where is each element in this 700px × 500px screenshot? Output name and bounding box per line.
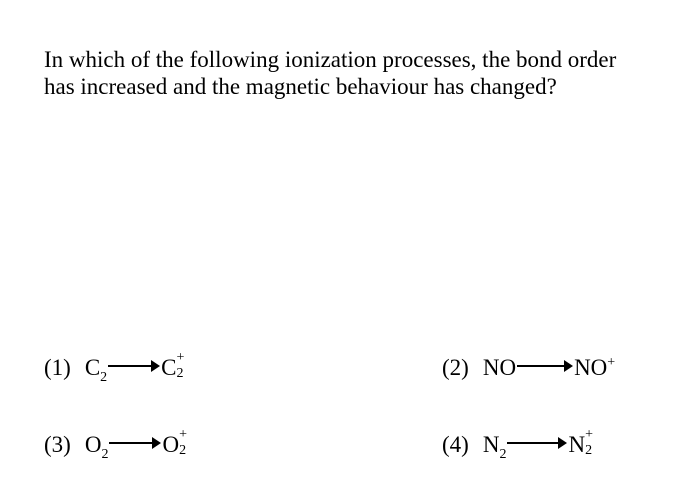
option-number: (4) — [442, 432, 469, 457]
option-1[interactable] — [44, 350, 186, 386]
product: O + 2 — [162, 427, 187, 458]
reaction-arrow-icon — [507, 436, 567, 450]
option-2[interactable] — [442, 354, 615, 386]
question-text — [44, 46, 664, 100]
option-number: (2) — [442, 355, 469, 380]
question-line-2: has increased and the magnetic behaviour has changed? — [44, 74, 557, 99]
product-superscript: + — [179, 427, 187, 442]
reaction-arrow-icon — [109, 436, 161, 450]
option-3[interactable] — [44, 427, 188, 463]
product: NO+ — [574, 355, 616, 380]
reactant: $O_2$ — [84, 432, 109, 462]
product-subscript: 2 — [179, 443, 187, 458]
reactant-subscript: 2 — [101, 447, 109, 462]
product-superscript: + — [607, 355, 616, 370]
option-4[interactable] — [442, 427, 594, 463]
reactant: $N_2$ — [482, 432, 507, 462]
reaction-arrow-icon — [108, 359, 160, 373]
product-superscript: + — [585, 427, 593, 442]
question-line-1: In which of the following ionization processes, the bond order — [44, 47, 617, 72]
reaction-arrow-icon — [517, 359, 573, 373]
product-subscript: 2 — [176, 366, 184, 381]
option-number: (3) — [44, 432, 71, 457]
reactant: NO — [482, 355, 517, 380]
reactant: $C_2$ — [84, 355, 108, 385]
reactant-subscript: 2 — [100, 370, 108, 385]
product-superscript: + — [176, 350, 185, 365]
product: N + 2 — [568, 427, 593, 458]
product: C + 2 — [161, 350, 185, 381]
reactant-subscript: 2 — [499, 447, 507, 462]
product-subscript: 2 — [585, 443, 593, 458]
option-number: (1) — [44, 355, 71, 380]
